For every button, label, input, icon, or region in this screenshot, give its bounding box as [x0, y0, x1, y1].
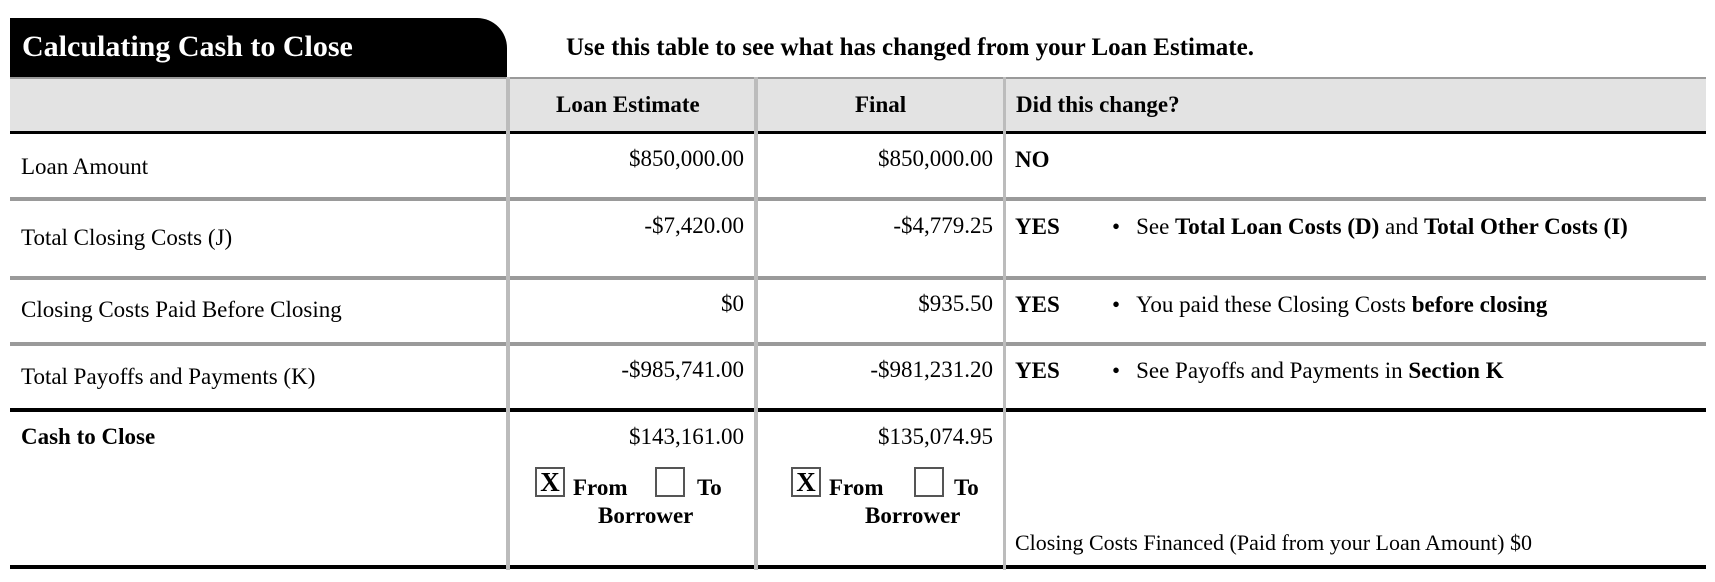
cash-to-close-loan-estimate: $143,161.00: [629, 424, 744, 449]
closing-costs-financed-note: Closing Costs Financed (Paid from your Loan Amount) $0: [1015, 530, 1532, 555]
row-label-total-payoffs: Total Payoffs and Payments (K): [21, 364, 316, 389]
total-payoffs-changed: YES: [1015, 358, 1060, 383]
column-separator: [1003, 77, 1006, 570]
le-from-borrower-checkbox[interactable]: X: [535, 467, 565, 497]
bullet-icon: •: [1112, 214, 1121, 239]
closing-costs-paid-before-loan-estimate: $0: [721, 291, 744, 316]
final-to-label: To: [954, 475, 979, 500]
loan-amount-final: $850,000.00: [878, 146, 993, 171]
section-title-tab: [10, 18, 507, 79]
closing-costs-paid-before-note: • You paid these Closing Costs before closing: [1112, 292, 1548, 317]
column-header-final: Final: [855, 92, 907, 117]
final-to-borrower-checkbox[interactable]: [914, 467, 944, 497]
column-separator: [506, 77, 510, 570]
total-payoffs-loan-estimate: -$985,741.00: [621, 357, 744, 382]
final-from-label: From: [829, 475, 884, 500]
row-divider: [10, 276, 1706, 280]
cash-to-close-divider: [10, 408, 1706, 412]
column-header-did-change: Did this change?: [1016, 92, 1180, 117]
cash-to-close-final: $135,074.95: [878, 424, 993, 449]
row-label-closing-costs-paid-before: Closing Costs Paid Before Closing: [21, 297, 342, 322]
total-closing-costs-note: • See Total Loan Costs (D) and Total Other Costs (I): [1112, 214, 1628, 239]
le-to-borrower-checkbox[interactable]: [655, 467, 685, 497]
total-closing-costs-changed: YES: [1015, 214, 1060, 239]
section-subtitle: Use this table to see what has changed from your Loan Estimate.: [566, 34, 1254, 61]
le-borrower-label: Borrower: [598, 503, 694, 528]
le-from-label: From: [573, 475, 628, 500]
row-label-loan-amount: Loan Amount: [21, 154, 149, 179]
bullet-icon: •: [1112, 292, 1121, 317]
row-divider: [10, 342, 1706, 346]
le-to-label: To: [697, 475, 722, 500]
bullet-icon: •: [1112, 358, 1121, 383]
total-closing-costs-final: -$4,779.25: [893, 213, 993, 238]
row-divider: [10, 197, 1706, 201]
final-borrower-label: Borrower: [865, 503, 961, 528]
loan-amount-changed: NO: [1015, 147, 1050, 172]
row-label-cash-to-close: Cash to Close: [21, 424, 156, 449]
closing-costs-paid-before-changed: YES: [1015, 292, 1060, 317]
closing-costs-paid-before-final: $935.50: [918, 291, 993, 316]
row-label-total-closing-costs: Total Closing Costs (J): [21, 225, 233, 250]
total-closing-costs-loan-estimate: -$7,420.00: [644, 213, 744, 238]
column-header-loan-estimate: Loan Estimate: [556, 92, 700, 117]
final-from-borrower-checkbox[interactable]: X: [791, 467, 821, 497]
total-payoffs-note: • See Payoffs and Payments in Section K: [1112, 358, 1504, 383]
total-payoffs-final: -$981,231.20: [870, 357, 993, 382]
column-separator: [754, 77, 758, 570]
header-divider: [10, 131, 1706, 134]
section-title: Calculating Cash to Close: [22, 30, 353, 63]
table-bottom-rule: [10, 565, 1706, 569]
loan-amount-loan-estimate: $850,000.00: [629, 146, 744, 171]
